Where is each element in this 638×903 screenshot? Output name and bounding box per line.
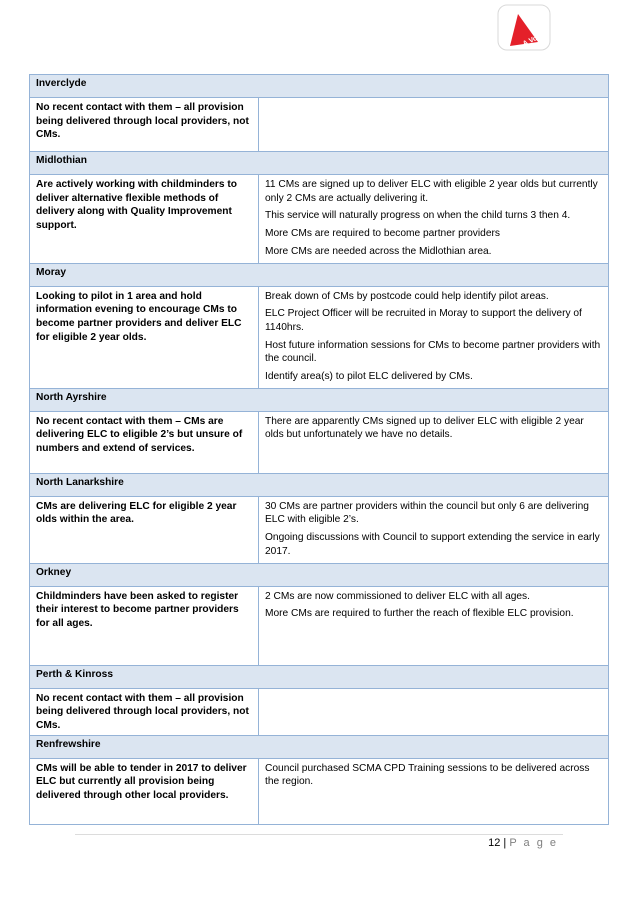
region-status: Are actively working with childminders to deliver alternative flexible methods of delivery along with Quality Improvement support. [30,175,259,264]
region-notes [259,586,609,665]
page-separator: | [503,837,507,849]
region-note: Identify area(s) to pilot ELC delivered by CMs. [265,371,473,383]
region-status: Childminders have been asked to register their interest to become partner providers for all ages. [30,586,259,665]
region-note: 30 CMs are partner providers within the council but only 6 are delivering ELC with eligible 2’s. [265,500,589,526]
region-name: Perth & Kinross [30,665,609,688]
region-notes [259,411,609,473]
region-name: North Lanarkshire [30,473,609,496]
region-note: 2 CMs are now commissioned to deliver ELC with all ages. [265,590,530,602]
region-note: Break down of CMs by postcode could help identify pilot areas. [265,290,549,302]
region-notes [259,496,609,563]
region-name: Midlothian [30,152,609,175]
region-detail-row [30,586,609,665]
region-name: Orkney [30,563,609,586]
region-note: 11 CMs are signed up to deliver ELC with eligible 2 year olds but currently only 2 CMs are actually delivering it. [265,179,598,204]
region-name: Moray [30,263,609,286]
region-header-row [30,473,609,496]
footer-divider [75,834,563,835]
page-label: P a g e [509,837,558,849]
region-detail-row [30,286,609,388]
region-notes [259,175,609,264]
region-header-row [30,735,609,758]
page-footer [488,837,558,849]
region-header-row [30,75,609,98]
region-notes [259,688,609,735]
region-name: North Ayrshire [30,388,609,411]
region-header-row [30,152,609,175]
region-note: Ongoing discussions with Council to support extending the service in early 2017. [265,532,600,557]
region-notes [259,98,609,152]
region-detail-row [30,496,609,563]
region-header-row [30,563,609,586]
region-detail-row [30,175,609,264]
region-status: No recent contact with them – CMs are delivering ELC to eligible 2’s but unsure of numbers and extend of services. [30,411,259,473]
region-status: No recent contact with them – all provision being delivered through local providers, not CMs. [30,688,259,735]
region-header-row [30,388,609,411]
region-note: Council purchased SCMA CPD Training sessions to be delivered across the region. [265,762,590,788]
region-detail-row [30,98,609,152]
region-header-row [30,665,609,688]
region-note: More CMs are required to become partner providers [265,228,500,240]
region-name: Renfrewshire [30,735,609,758]
region-note: More CMs are needed across the Midlothian area. [265,245,492,257]
region-detail-row [30,411,609,473]
region-status: No recent contact with them – all provision being delivered through local providers, not CMs. [30,98,259,152]
page-number: 12 [488,837,501,849]
region-detail-row [30,758,609,824]
region-note: There are apparently CMs signed up to deliver ELC with eligible 2 year olds but unfortunately we have no details. [265,415,584,441]
logo-text: A Voice [521,30,548,48]
region-note: This service will naturally progress on when the child turns 3 then 4. [265,210,571,222]
council-regions-table [29,74,609,825]
region-status: CMs are delivering ELC for eligible 2 year olds within the area. [30,496,259,563]
region-status: Looking to pilot in 1 area and hold information evening to encourage CMs to become partner providers and deliver ELC for eligible 2 year olds. [30,286,259,388]
region-notes [259,286,609,388]
region-detail-row [30,688,609,735]
region-note: ELC Project Officer will be recruited in Moray to support the delivery of 1140hrs. [265,308,582,333]
region-notes [259,758,609,824]
region-note: More CMs are required to further the reach of flexible ELC provision. [265,608,574,620]
region-note: Host future information sessions for CMs to become partner providers with the council. [265,339,601,365]
a-voice-logo [494,2,554,54]
region-name: Inverclyde [30,75,609,98]
region-status: CMs will be able to tender in 2017 to deliver ELC but currently all provision being delivered through other local providers. [30,758,259,824]
region-header-row [30,263,609,286]
